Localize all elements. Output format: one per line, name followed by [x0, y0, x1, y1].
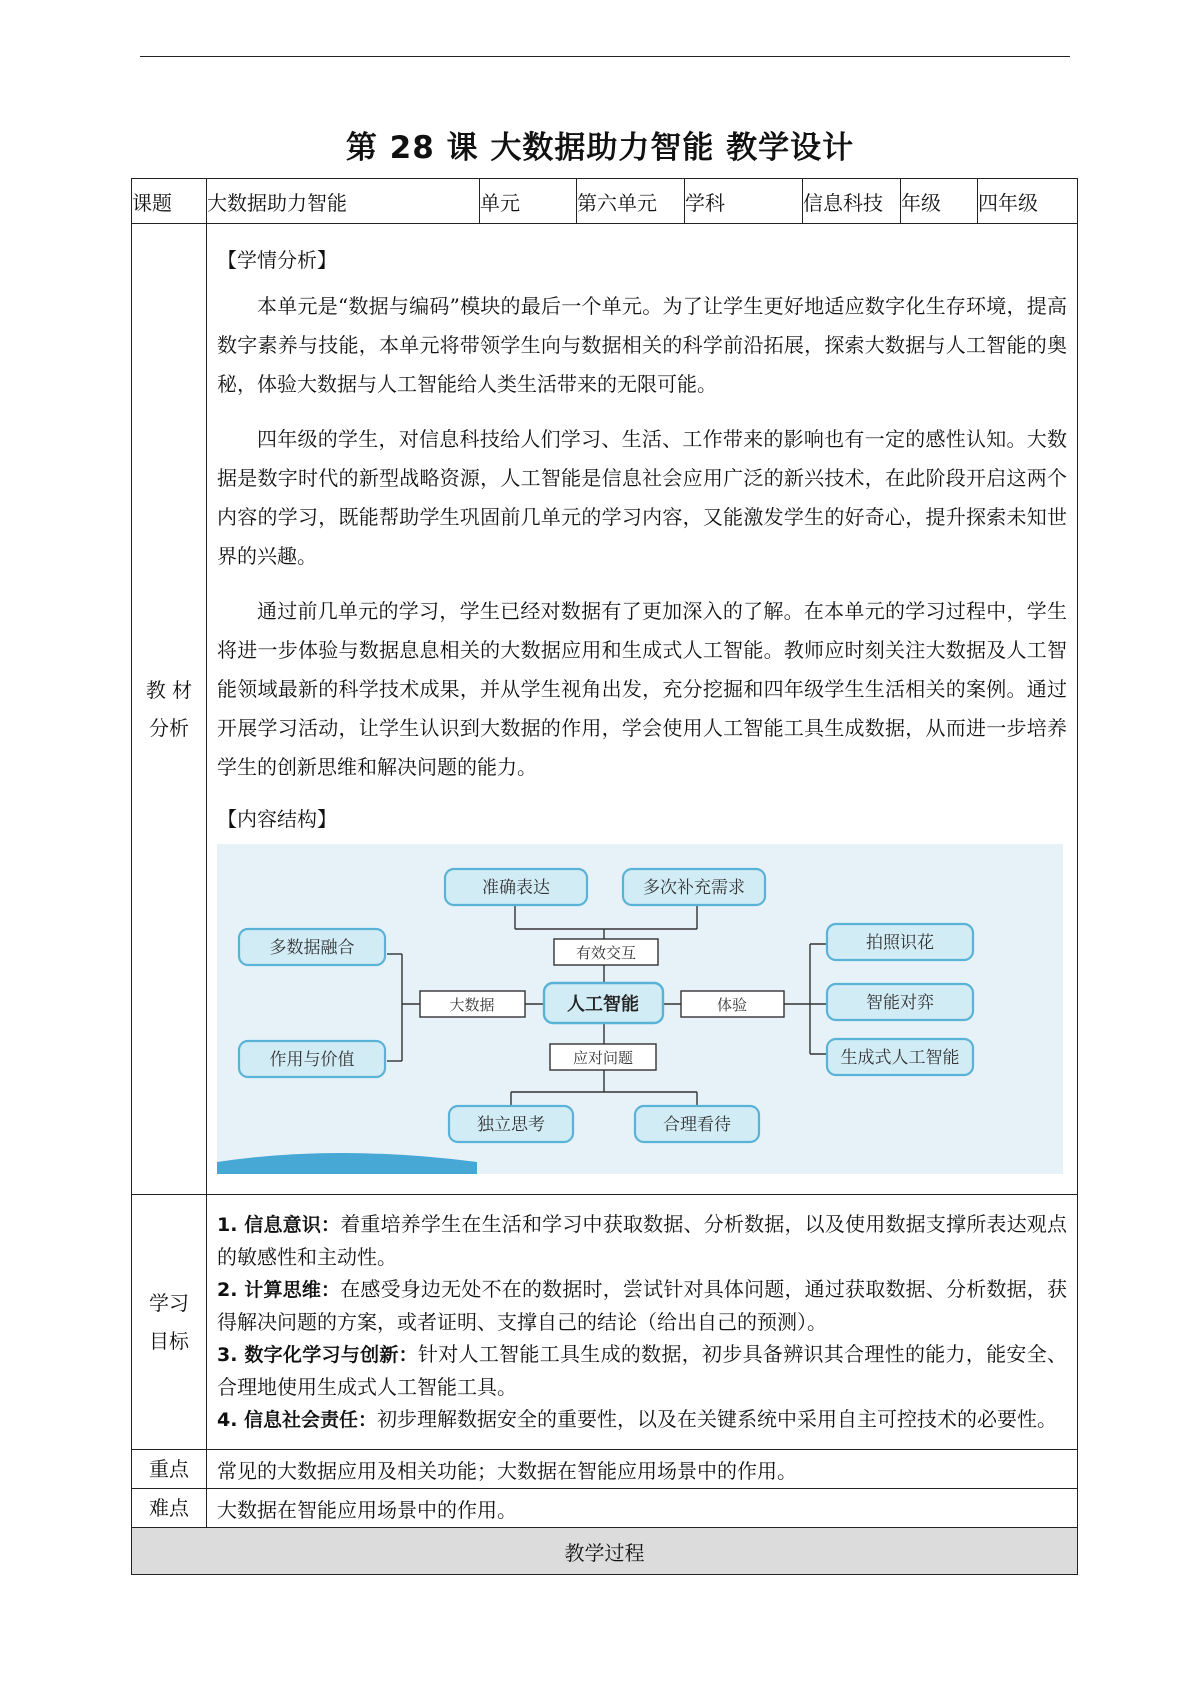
- learning-goals-row: [132, 1195, 1078, 1450]
- goal-item: 3. 数字化学习与创新：针对人工智能工具生成的数据，初步具备辨识其合理性的能力，能安全、合理地使用生成式人工智能工具。: [217, 1342, 1067, 1399]
- svg-text:独立思考: 独立思考: [477, 1115, 545, 1135]
- link-handle-problems: [550, 1044, 656, 1070]
- node-smart-chess: [827, 984, 973, 1020]
- node-repeated-requirements: [623, 869, 765, 905]
- learning-goals-label: 学习 目标: [132, 1195, 207, 1450]
- teaching-process-heading: 教学过程: [132, 1528, 1078, 1575]
- svg-text:大数据: 大数据: [449, 996, 495, 1014]
- material-analysis-content: [207, 224, 1078, 1195]
- node-rational-view: [635, 1106, 759, 1142]
- svg-text:有效交互: 有效交互: [575, 944, 637, 962]
- material-analysis-row: [132, 224, 1078, 1195]
- difficulty-label: 难点: [132, 1489, 207, 1528]
- svg-text:多数据融合: 多数据融合: [269, 938, 355, 958]
- topic-value: 大数据助力智能: [207, 179, 480, 224]
- svg-text:智能对弈: 智能对弈: [866, 993, 934, 1013]
- node-photo-flower-recognition: [827, 924, 973, 960]
- difficulty-row: [132, 1489, 1078, 1528]
- learning-goals-content: [207, 1195, 1078, 1450]
- svg-text:拍照识花: 拍照识花: [866, 933, 934, 953]
- grade-label: 年级: [901, 179, 978, 224]
- link-big-data: [420, 991, 525, 1017]
- analysis-paragraph: 通过前几单元的学习，学生已经对数据有了更加深入的了解。在本单元的学习过程中，学生将进一步体验与数据息息相关的大数据应用和生成式人工智能。教师应时刻关注大数据及人工智能领域最新的科学技术成果，并从学生视角出发，充分挖掘和四年级学生生活相关的案例。通过开展学习活动，让学生认识到大数据的作用，学会使用人工智能工具生成数据，从而进一步培养学生的创新思维和解决问题的能力。: [217, 599, 1067, 779]
- node-independent-thinking: [449, 1106, 573, 1142]
- svg-text:人工智能: 人工智能: [567, 994, 639, 1015]
- grade-value: 四年级: [978, 179, 1078, 224]
- content-structure-diagram: [217, 844, 1063, 1174]
- link-effective-interaction: [554, 939, 658, 965]
- key-point-text: 常见的大数据应用及相关功能；大数据在智能应用场景中的作用。: [207, 1450, 1078, 1489]
- goal-item: 1. 信息意识：着重培养学生在生活和学习中获取数据、分析数据，以及使用数据支撑所表达观点的敏感性和主动性。: [217, 1212, 1067, 1269]
- goal-item: 2. 计算思维：在感受身边无处不在的数据时，尝试针对具体问题，通过获取数据、分析数据，获得解决问题的方案，或者证明、支撑自己的结论（给出自己的预测）。: [217, 1277, 1067, 1334]
- node-center-ai: [544, 983, 663, 1023]
- subject-label: 学科: [685, 179, 803, 224]
- svg-text:体验: 体验: [716, 996, 748, 1014]
- unit-label: 单元: [480, 179, 577, 224]
- svg-text:应对问题: 应对问题: [572, 1049, 634, 1067]
- unit-value: 第六单元: [577, 179, 685, 224]
- svg-text:合理看待: 合理看待: [663, 1115, 731, 1135]
- subject-value: 信息科技: [803, 179, 901, 224]
- goal-item: 4. 信息社会责任：初步理解数据安全的重要性，以及在关键系统中采用自主可控技术的必要性。: [217, 1407, 1058, 1431]
- node-generative-ai: [827, 1039, 973, 1075]
- topic-label: 课题: [132, 179, 207, 224]
- content-structure-heading: 【内容结构】: [217, 807, 337, 831]
- key-point-row: [132, 1450, 1078, 1489]
- page-title: 第 28 课 大数据助力智能 教学设计: [345, 130, 855, 166]
- learning-analysis-heading: 【学情分析】: [217, 248, 337, 272]
- material-analysis-label: 教 材 分析: [132, 224, 207, 1195]
- header-rule: [140, 56, 1070, 57]
- svg-text:准确表达: 准确表达: [482, 878, 550, 898]
- difficulty-text: 大数据在智能应用场景中的作用。: [207, 1489, 1078, 1528]
- node-multi-data-fusion: [239, 929, 385, 965]
- key-point-label: 重点: [132, 1450, 207, 1489]
- analysis-paragraph: 本单元是“数据与编码”模块的最后一个单元。为了让学生更好地适应数字化生存环境，提高数字素养与技能，本单元将带领学生向与数据相关的科学前沿拓展，探索大数据与人工智能的奥秘，体验大数据与人工智能给人类生活带来的无限可能。: [217, 294, 1067, 396]
- teaching-process-row: [132, 1528, 1078, 1575]
- node-role-and-value: [239, 1041, 385, 1077]
- link-experience: [681, 991, 784, 1017]
- svg-text:多次补充需求: 多次补充需求: [643, 878, 745, 898]
- analysis-paragraph: 四年级的学生，对信息科技给人们学习、生活、工作带来的影响也有一定的感性认知。大数据是数字时代的新型战略资源，人工智能是信息社会应用广泛的新兴技术，在此阶段开启这两个内容的学习，既能帮助学生巩固前几单元的学习内容，又能激发学生的好奇心，提升探索未知世界的兴趣。: [217, 427, 1067, 568]
- svg-text:生成式人工智能: 生成式人工智能: [840, 1048, 960, 1068]
- node-accurate-expression: [445, 869, 587, 905]
- lesson-plan-table: [131, 178, 1078, 1575]
- svg-text:作用与价值: 作用与价值: [269, 1050, 355, 1070]
- header-row: [132, 179, 1078, 224]
